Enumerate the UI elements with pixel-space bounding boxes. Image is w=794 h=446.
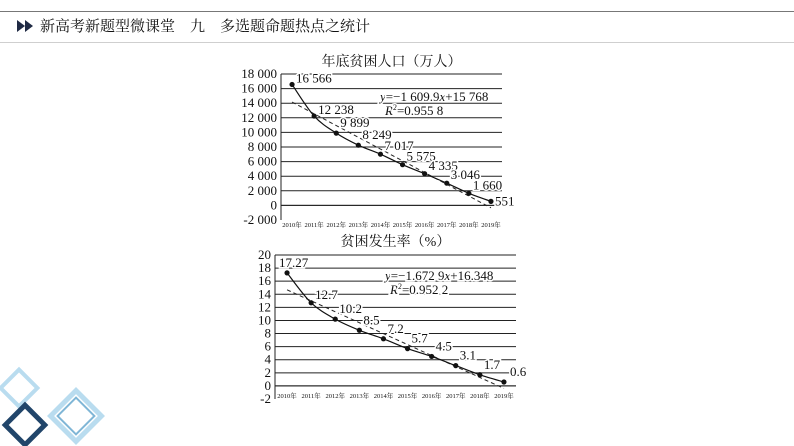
data-point [429, 354, 434, 359]
data-point [357, 328, 362, 333]
data-point [333, 317, 338, 322]
data-label: 9 899 [340, 115, 370, 131]
data-point [334, 131, 339, 136]
data-label: 5.7 [411, 330, 428, 346]
y-tick-label: -2 000 [243, 212, 277, 227]
x-tick-label: 2010年 [282, 222, 302, 229]
page-title: 新高考新题型微课堂 九 多选题命题热点之统计 [40, 17, 371, 35]
y-tick-label: 12 000 [241, 109, 277, 125]
x-tick-label: 2018年 [459, 222, 479, 229]
data-label: 12 238 [318, 102, 354, 118]
data-label: 7.2 [387, 320, 404, 336]
data-point [381, 336, 386, 341]
data-point [422, 171, 427, 176]
y-tick-label: 16 [258, 273, 271, 289]
y-tick-label: 18 [258, 260, 271, 276]
x-tick-label: 2013年 [349, 393, 370, 400]
y-tick-label: 4 [264, 351, 271, 367]
chart-title: 年底贫困人口（万人） [321, 55, 462, 70]
x-tick-label: 2011年 [301, 393, 321, 400]
data-point [378, 152, 383, 157]
data-label: 551 [494, 193, 515, 209]
data-label: 3.1 [459, 347, 476, 363]
x-tick-label: 2016年 [421, 393, 442, 400]
header-bottom-rule [0, 42, 794, 43]
x-tick-label: 2017年 [446, 393, 466, 400]
y-tick-label: 10 [258, 312, 271, 328]
x-tick-label: 2011年 [304, 222, 324, 229]
data-label: 4.5 [435, 338, 452, 354]
data-label: 12.7 [315, 286, 338, 302]
data-label: 7 017 [384, 138, 414, 154]
trend-equation: y=−1.672 9x+16.348 [385, 268, 494, 283]
y-tick-label: 0 [264, 377, 271, 393]
data-label: 10.2 [339, 301, 362, 317]
y-tick-label: 16 000 [241, 80, 277, 96]
data-point [477, 372, 482, 377]
x-tick-label: 2012年 [325, 393, 345, 400]
y-tick-label: 18 000 [241, 66, 277, 81]
double-play-arrow-icon [17, 19, 37, 33]
x-tick-label: 2019年 [481, 222, 501, 229]
x-tick-label: 2013年 [348, 222, 369, 229]
data-point [312, 113, 317, 118]
x-tick-label: 2012年 [326, 222, 346, 229]
chart-poverty-rate [0, 230, 794, 406]
diamond-outline-decoration [0, 362, 115, 446]
data-label: 8 249 [362, 127, 392, 143]
data-label: 1.7 [483, 356, 501, 372]
x-tick-label: 2018年 [470, 393, 490, 400]
y-tick-label: 10 000 [241, 124, 277, 140]
data-point [309, 300, 314, 305]
data-label: 16 566 [296, 70, 332, 86]
data-point [501, 379, 506, 384]
y-tick-label: 14 [258, 286, 271, 302]
data-point [466, 191, 471, 196]
data-point [405, 346, 410, 351]
trend-equation: y=−1 609.9x+15 768 [380, 89, 489, 104]
y-tick-label: 0 [270, 197, 277, 213]
data-label: 17.27 [279, 254, 309, 270]
r-squared: $R^2=0.955$ 8 [385, 103, 444, 118]
x-tick-label: 2016年 [414, 222, 435, 229]
x-tick-label: 2015年 [397, 393, 418, 400]
data-point [356, 143, 361, 148]
data-label: 0.6 [509, 363, 527, 379]
data-point [453, 363, 458, 368]
x-tick-label: 2017年 [437, 222, 457, 229]
data-point [284, 270, 289, 275]
y-tick-label: 8 [264, 325, 271, 341]
data-label: 5 575 [406, 148, 436, 164]
data-point [444, 181, 449, 186]
data-point [488, 199, 493, 204]
x-tick-label: 2010年 [277, 393, 297, 400]
y-tick-label: 6 [264, 338, 271, 354]
y-tick-label: 2 000 [247, 182, 277, 198]
chart-poverty-population [0, 44, 794, 230]
data-label: 3 046 [450, 167, 480, 183]
data-point [289, 82, 294, 87]
header-top-rule [0, 11, 794, 12]
y-tick-label: 14 000 [241, 95, 277, 111]
x-tick-label: 2014年 [370, 222, 391, 229]
data-point [400, 162, 405, 167]
r-squared: $R^2=0.952$ 2 [390, 282, 449, 297]
y-tick-label: 4 000 [247, 168, 277, 184]
y-tick-label: 2 [264, 364, 271, 380]
data-label: 8.5 [363, 312, 380, 328]
y-tick-label: 8 000 [247, 139, 277, 154]
x-tick-label: 2015年 [392, 222, 413, 229]
y-tick-label: -2 [260, 391, 271, 406]
header-bar [0, 0, 794, 44]
y-tick-label: 20 [258, 247, 271, 262]
y-tick-label: 6 000 [247, 153, 277, 169]
x-tick-label: 2019年 [494, 393, 514, 400]
data-label: 4 335 [428, 157, 458, 173]
data-label: 1 660 [472, 177, 503, 193]
x-tick-label: 2014年 [373, 393, 394, 400]
chart-title: 贫困发生率（%） [340, 235, 451, 250]
trendline [287, 290, 504, 389]
y-tick-label: 12 [258, 299, 271, 315]
